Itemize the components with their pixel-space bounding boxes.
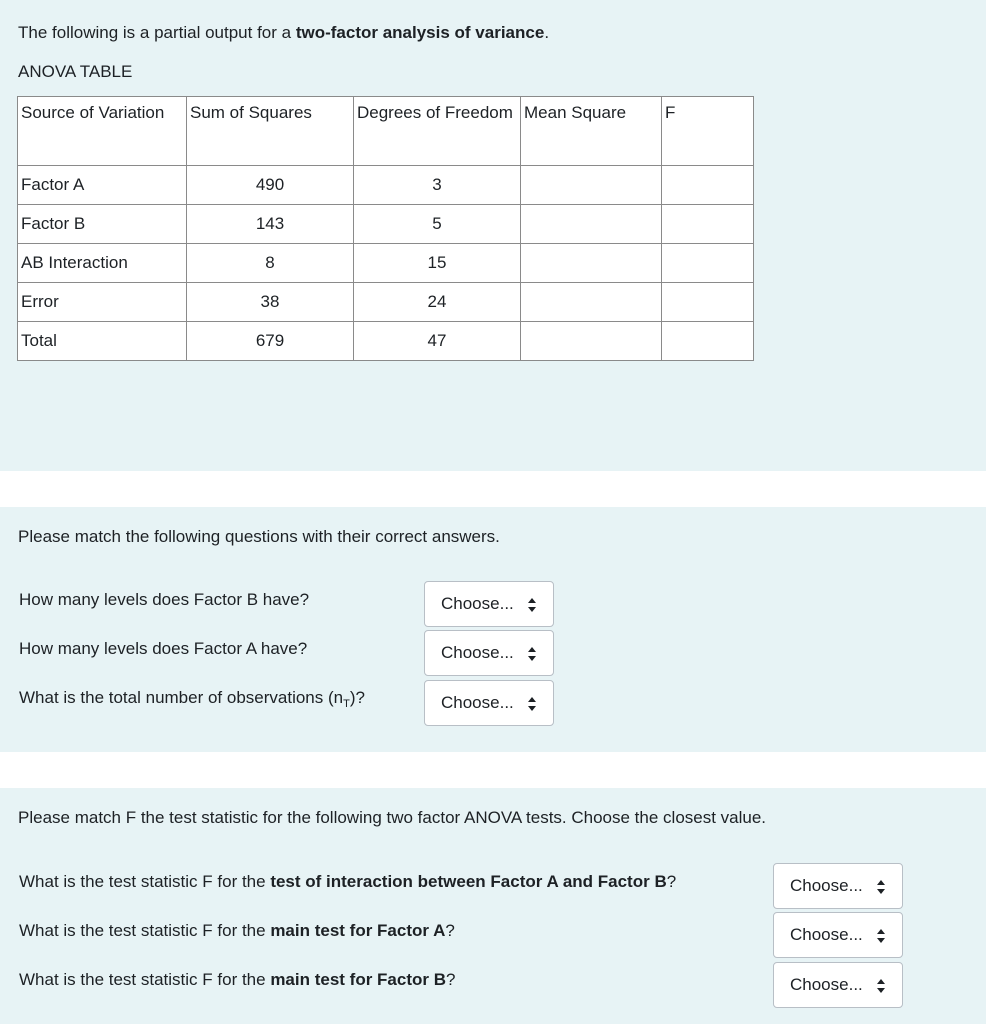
answer-select-f-factor-a[interactable] bbox=[773, 912, 903, 958]
sort-arrows-icon bbox=[876, 977, 886, 995]
question-panel-levels bbox=[0, 507, 986, 752]
select-value: Choose... bbox=[790, 975, 863, 994]
cell-ss: 679 bbox=[187, 322, 354, 361]
cell-ss: 8 bbox=[187, 244, 354, 283]
select-value: Choose... bbox=[441, 693, 514, 712]
subscript-t: T bbox=[343, 698, 350, 710]
select-value: Choose... bbox=[790, 925, 863, 944]
cell-f bbox=[662, 283, 754, 322]
answer-select-f-factor-b[interactable] bbox=[773, 962, 903, 1008]
header-f: F bbox=[662, 97, 754, 166]
cell-df: 3 bbox=[354, 166, 521, 205]
cell-ss: 38 bbox=[187, 283, 354, 322]
select-value: Choose... bbox=[441, 643, 514, 662]
cell-df: 15 bbox=[354, 244, 521, 283]
question-text: What is the test statistic F for the bbox=[19, 872, 271, 891]
question-bold-text: main test for Factor B bbox=[270, 970, 447, 989]
cell-f bbox=[662, 205, 754, 244]
table-header-row bbox=[18, 97, 754, 166]
table-row bbox=[18, 205, 754, 244]
question-f-factor-a bbox=[19, 921, 455, 941]
cell-df: 47 bbox=[354, 322, 521, 361]
cell-ms bbox=[521, 283, 662, 322]
sort-arrows-icon bbox=[527, 645, 537, 663]
table-row bbox=[18, 322, 754, 361]
question-factor-a-levels: How many levels does Factor A have? bbox=[19, 639, 308, 658]
cell-ss: 143 bbox=[187, 205, 354, 244]
question-total-observations bbox=[19, 688, 365, 708]
question-mark: ? bbox=[666, 872, 677, 891]
cell-f bbox=[662, 244, 754, 283]
table-row bbox=[18, 166, 754, 205]
intro-bold-text: two-factor analysis of variance bbox=[295, 23, 545, 42]
question-panel-anova-table bbox=[0, 0, 986, 471]
cell-source: Factor B bbox=[18, 205, 187, 244]
question-text: What is the test statistic F for the bbox=[19, 921, 271, 940]
intro-period: . bbox=[544, 23, 550, 42]
answer-select-factor-b-levels[interactable] bbox=[424, 581, 554, 627]
question-text: What is the test statistic F for the bbox=[19, 970, 271, 989]
cell-ms bbox=[521, 205, 662, 244]
header-source: Source of Variation bbox=[18, 97, 187, 166]
header-sum-of-squares: Sum of Squares bbox=[187, 97, 354, 166]
question-f-factor-b bbox=[19, 970, 455, 990]
cell-f bbox=[662, 322, 754, 361]
sort-arrows-icon bbox=[527, 596, 537, 614]
question-mark: ? bbox=[446, 970, 456, 989]
question-panel-f-statistic bbox=[0, 788, 986, 1024]
header-degrees-of-freedom: Degrees of Freedom bbox=[354, 97, 521, 166]
answer-select-factor-a-levels[interactable] bbox=[424, 630, 554, 676]
cell-source: AB Interaction bbox=[18, 244, 187, 283]
answer-select-total-observations[interactable] bbox=[424, 680, 554, 726]
question-text-end: )? bbox=[349, 688, 365, 707]
select-value: Choose... bbox=[441, 594, 514, 613]
select-value: Choose... bbox=[790, 876, 863, 895]
sort-arrows-icon bbox=[876, 878, 886, 896]
question-factor-b-levels: How many levels does Factor B have? bbox=[19, 590, 310, 609]
instruction-text: Please match the following questions with their correct answers. bbox=[18, 527, 500, 546]
sort-arrows-icon bbox=[876, 927, 886, 945]
sort-arrows-icon bbox=[527, 695, 537, 713]
cell-df: 24 bbox=[354, 283, 521, 322]
cell-ms bbox=[521, 244, 662, 283]
header-mean-square: Mean Square bbox=[521, 97, 662, 166]
anova-table bbox=[17, 96, 754, 361]
cell-ms bbox=[521, 322, 662, 361]
table-title: ANOVA TABLE bbox=[18, 62, 133, 81]
intro-text: The following is a partial output for a bbox=[18, 23, 296, 42]
table-row bbox=[18, 283, 754, 322]
question-mark: ? bbox=[445, 921, 455, 940]
instruction-text: Please match F the test statistic for the following two factor ANOVA tests. Choose the closest value. bbox=[18, 808, 767, 827]
question-bold-text: test of interaction between Factor A and Factor B bbox=[270, 872, 667, 891]
cell-source: Factor A bbox=[18, 166, 187, 205]
cell-df: 5 bbox=[354, 205, 521, 244]
answer-select-f-interaction[interactable] bbox=[773, 863, 903, 909]
cell-f bbox=[662, 166, 754, 205]
question-text: What is the total number of observations (n bbox=[19, 688, 344, 707]
cell-source: Error bbox=[18, 283, 187, 322]
question-f-interaction bbox=[19, 872, 676, 892]
cell-source: Total bbox=[18, 322, 187, 361]
cell-ms bbox=[521, 166, 662, 205]
cell-ss: 490 bbox=[187, 166, 354, 205]
question-bold-text: main test for Factor A bbox=[270, 921, 446, 940]
table-row bbox=[18, 244, 754, 283]
question-intro bbox=[18, 23, 549, 43]
